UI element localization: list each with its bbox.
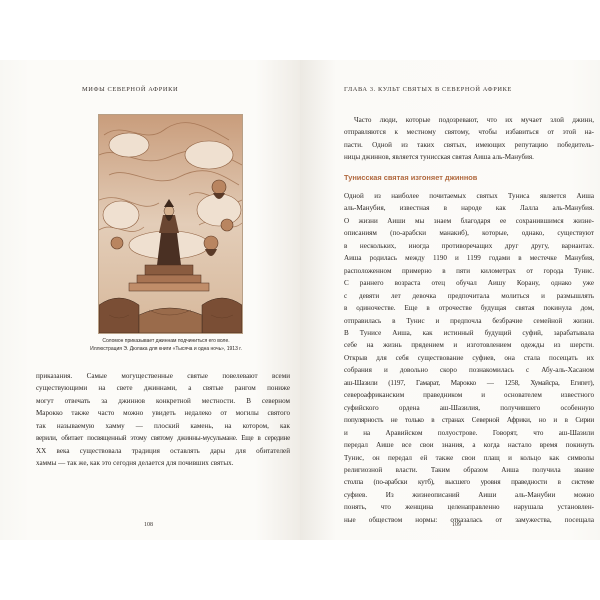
text-line: суфийского ордена аш-Шазилия, получившего особенную — [344, 403, 594, 412]
text-line: себе на жизнь прядением и изготовлением одежды из шерсти. — [344, 341, 594, 350]
text-line: XX века существовала традиция оставлять дары для обитателей — [36, 446, 290, 455]
text-line: существующими на свете джиннами, а святые рангом пониже — [36, 384, 290, 393]
text-line: аль-Манубия, известная в народе как Лалла аль-Манубия. — [344, 204, 594, 213]
text-line: собрания и довольно скоро познакомилась с Абу-аль-Хасаном — [344, 366, 594, 375]
running-head-left: МИФЫ СЕВЕРНОЙ АФРИКИ — [82, 86, 179, 93]
text-line: могут отвечать за джиннов конкретной местности. В северном — [36, 396, 290, 405]
text-line: С раннего возраста отец обучал Аишу Корану, однако уже — [344, 279, 594, 288]
text-line: Аиша родилась между 1190 и 1199 годами в местечке Манубия, — [344, 254, 594, 263]
text-line: ные обществом нормы: отказалась от замужества, посещала — [344, 515, 594, 524]
caption-line: Соломон приказывает джиннам подчиниться его воле. — [102, 338, 230, 344]
text-line: отправилась в Тунис и предпочла безбрачие семейной жизни. — [344, 316, 594, 325]
text-line: О жизни Аиши мы знаем благодаря ее сохранившимся жизне- — [344, 216, 594, 225]
text-line: В Тунисе Аиша, как истинный будущий суфий, зарабатывала — [344, 328, 594, 337]
illustration-caption — [36, 338, 296, 353]
right-intro-text — [344, 114, 594, 164]
text-line: Открыв для себя существование суфиев, она стала посещать их — [344, 353, 594, 362]
text-line: ницы джиннов, является тунисская святая Аиша аль-Манубия. — [344, 153, 534, 162]
left-page — [0, 60, 300, 540]
text-line: аш-Шазили (1197, Гамарат, Марокко — 1258, Хумайсра, Египет), — [344, 378, 594, 387]
text-line: в нескольких, иногда противоречащих друг другу, вариантах. — [344, 241, 594, 250]
left-body-text — [36, 370, 290, 470]
text-line: описаниям (по-арабски манакиб), которые, однако, существуют — [344, 229, 594, 238]
illustration-drawing — [99, 115, 242, 333]
text-line: Тунис, он передал ей также свои плащ и кольцо как символы — [344, 453, 594, 462]
text-line: так называемую хамму — плоский камень, на котором, как — [36, 421, 290, 430]
section-heading: Тунисская святая изгоняет джиннов — [344, 173, 478, 182]
text-line: столпа (по-арабски кутб), высшего уровня праведности в системе — [344, 478, 594, 487]
text-line: популярность не только в странах Северной Африки, но и в Сирии — [344, 416, 594, 425]
text-line: понять, что женщина целенаправленно нарушала установлен- — [344, 503, 594, 512]
text-line: североафриканским праведником и основателем известного — [344, 391, 594, 400]
text-line: и на Аравийском полуострове. Говорят, что аш-Шазили — [344, 428, 594, 437]
text-line: пасти. Одной из таких святых, имеющих репутацию победитель- — [344, 140, 594, 149]
text-line: хаммы — так же, как это сегодня делается для почивших святых. — [36, 459, 234, 468]
text-line: отправляются к местному святому, чтобы избавиться от этой на- — [344, 128, 594, 137]
illustration-solomon — [98, 114, 243, 334]
right-page — [300, 60, 600, 540]
page-number-right: 109 — [452, 522, 461, 528]
text-line: Марокко также часто можно увидеть недалеко от могилы святого — [36, 409, 290, 418]
running-head-right: ГЛАВА 3. КУЛЬТ СВЯТЫХ В СЕВЕРНОЙ АФРИКЕ — [344, 86, 512, 93]
caption-line: Иллюстрация Э. Дюлака для книги «Тысяча и одна ночь», 1913 г. — [90, 345, 242, 352]
page-number-left: 108 — [144, 522, 153, 528]
text-line: суфиев. Из жизнеописаний Аиши аль-Манубии можно — [344, 490, 594, 499]
text-line: передал Аише все свои знания, а когда настало время покинуть — [344, 441, 594, 450]
right-body-text — [344, 190, 594, 526]
text-line: Одной из наиболее почитаемых святых Туниса является Аиша — [344, 192, 594, 200]
text-line: религиозной власти. Таким образом Аиша получила звание — [344, 465, 594, 474]
book-spread — [0, 60, 600, 540]
text-line: с девяти лет девочка предпочитала молиться и размышлять — [344, 291, 594, 300]
text-line: в одиночестве. Еще в отрочестве будущая святая покинула дом, — [344, 304, 594, 313]
text-line: расположенном примерно в пяти километрах от города Тунис. — [344, 266, 594, 275]
text-line: верили, обитает посвященный этому святому джинны-мусульмане. Еще в середине — [36, 434, 290, 443]
text-line: приказания. Самые могущественные святые повелевают всеми — [36, 372, 290, 380]
text-line: Часто люди, которые подозревают, что их мучает злой джинн, — [354, 116, 594, 124]
